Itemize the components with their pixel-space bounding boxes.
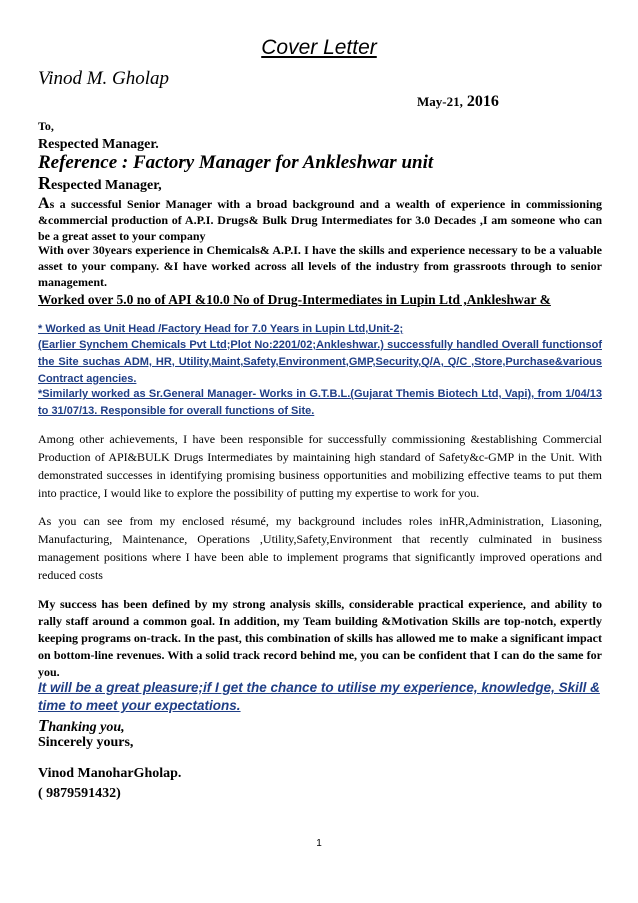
recipient: Respected Manager. [38,137,159,152]
author-name: Vinod M. Gholap [38,68,170,89]
date-prefix: May-21, [417,94,463,109]
thanks-rest: hanking you, [48,720,125,735]
reference-line: Reference : Factory Manager for Ankleshwar unit [38,152,434,173]
phone-number: ( 9879591432) [38,786,121,801]
salutation-rest: espected Manager, [51,178,162,193]
document-title: Cover Letter [261,36,377,59]
thanks-initial: T [38,716,49,735]
paragraph-background: As you can see from my enclosed résumé, my background includes roles inHR,Administration, Liasoning, Manufacturing, Maintenance, Operations ,Utility,Safety,Environment that recently culminated in business management positions where I have been able to implement programs that significantly improved operations and reduced costs [38,514,602,582]
experience-item-3: *Similarly worked as Sr.General Manager- Works in G.T.B.L.(Gujarat Themis Biotech Ltd, Vapi), from 1/04/13 to 31/07/13. Responsible for overall functions of Site. [38,388,602,417]
to-label: To, [38,119,54,133]
closing: Sincerely yours, [38,735,134,750]
salutation-initial: R [38,173,51,193]
date-year: 2016 [462,93,499,110]
thanks-line [38,716,125,736]
paragraph-intro [38,196,602,244]
letter-date [417,93,499,111]
paragraph-achievements: Among other achievements, I have been responsible for successfully commissioning &establishing Commercial Production of API&BULK Drugs Intermediates by maintaining high standard of Safety&c-GMP in the Unit. With demonstrated successes in identifying promising business opportunities and mobilizing effective teams to put them into practice, I would like to explore the possibility of putting my expertise to work for you. [38,432,602,500]
paragraph-skills: My success has been defined by my strong analysis skills, considerable practical experience, and ability to rally staff around a common goal. In addition, my Team building &Motivation Skills are top-notch, expertly keeping programs on-track. In the past, this combination of skills has allowed me to make a significant impact on bottom-line revenues. With a solid track record behind me, you can be confident that I can do the same for you. [38,597,602,679]
pleasure-statement: It will be a great pleasure;if I get the chance to utilise my experience, knowledge, Skill & time to meet your expectations. [38,680,600,713]
signature-name: Vinod ManoharGholap. [38,766,182,781]
intro-initial: A [38,195,50,212]
salutation [38,173,162,194]
paragraph-experience: With over 30years experience in Chemicals& A.P.I. I have the skills and experience necessary to be a valuable asset to your company. &I have worked across all levels of the industry from grassroots through to senior management. [38,243,602,289]
experience-item-1: * Worked as Unit Head /Factory Head for 7.0 Years in Lupin Ltd,Unit-2; [38,323,404,335]
intro-text: s a successful Senior Manager with a broad background and a wealth of experience in commissioning &commercial production of A.P.I. Drugs& Bulk Drug Intermediates for 3.0 Decades ,I am someone who can be a great asset to your company [38,197,602,243]
worked-line: Worked over 5.0 no of API &10.0 No of Drug-Intermediates in Lupin Ltd ,Ankleshwar & [38,292,551,307]
page-number: 1 [316,838,322,849]
experience-item-2: (Earlier Synchem Chemicals Pvt Ltd;Plot No:2201/02;Ankleshwar.) successfully handled Overall functionsof the Site suchas ADM, HR, Utility,Maint,Safety,Environment,GMP,Security,Q/A, Q/C ,Store,Purchase&various Contract agencies. [38,339,602,385]
